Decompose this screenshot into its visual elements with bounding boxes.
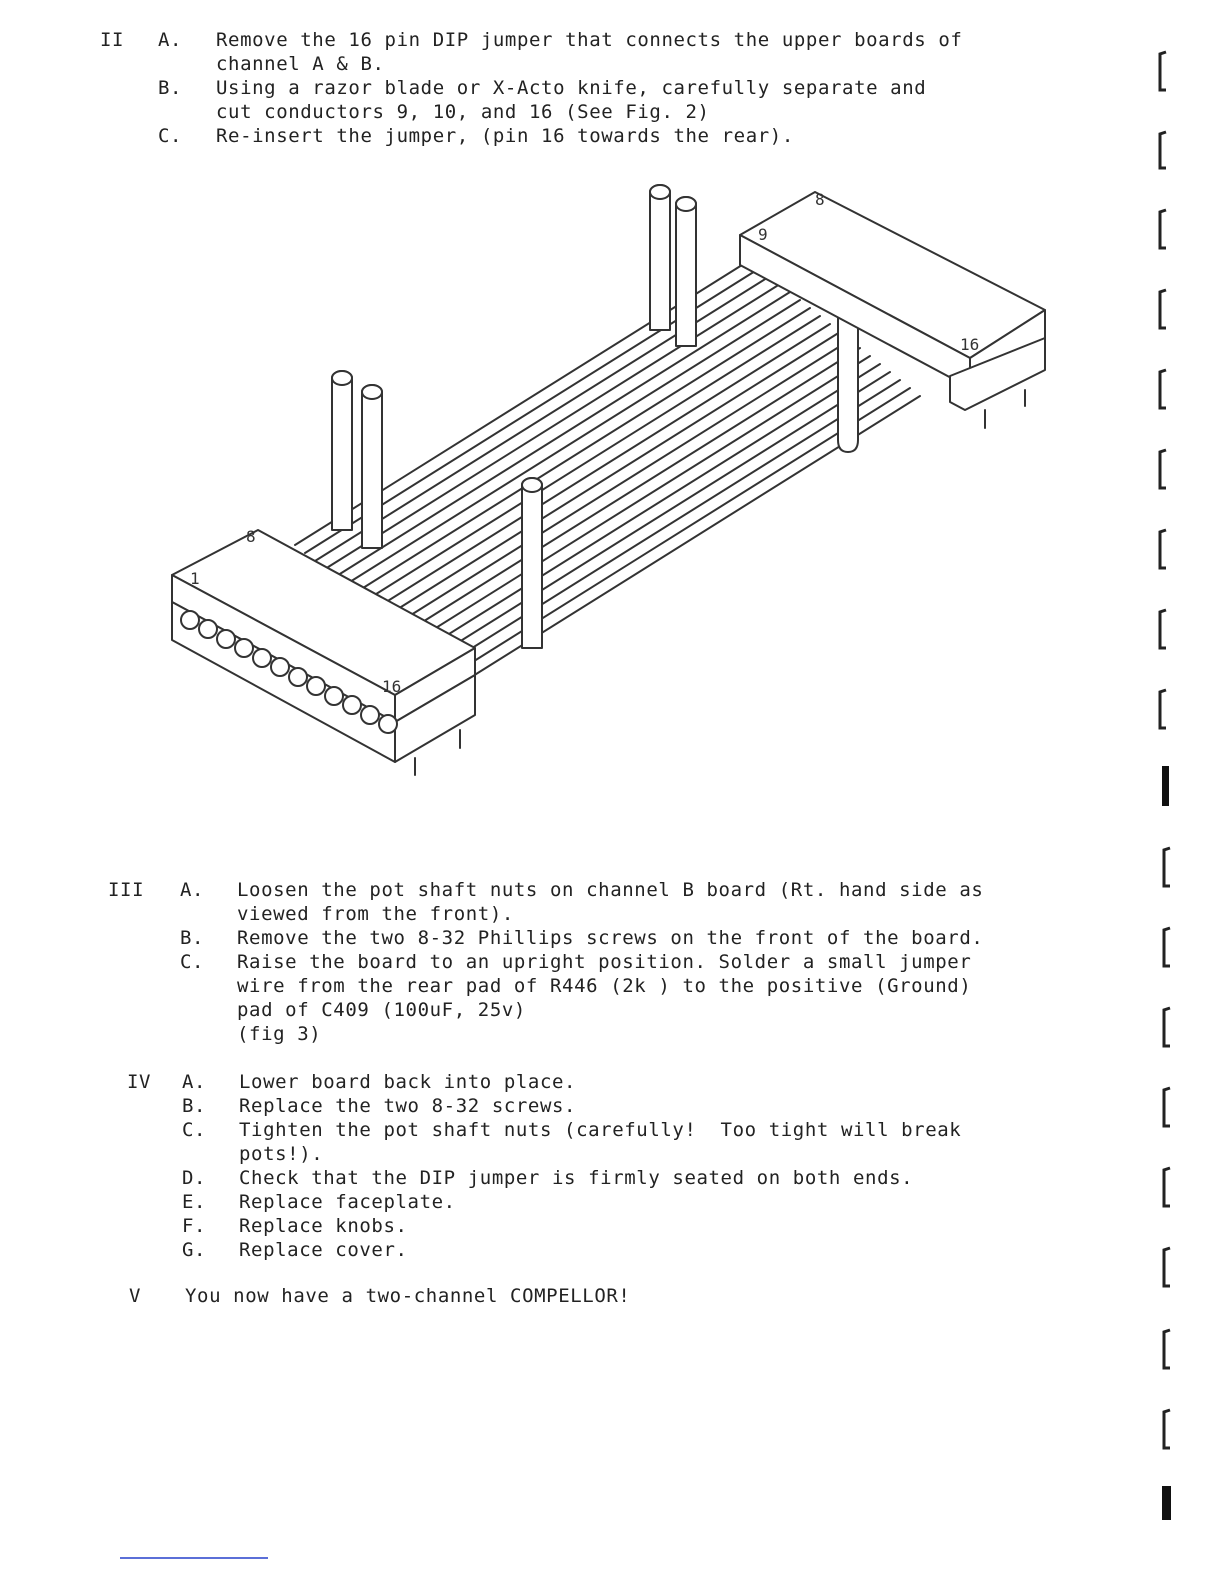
item-letter: C. [180,951,205,973]
item-letter: C. [158,125,183,147]
item-text: Tighten the pot shaft nuts (carefully! Too tight will break [239,1119,962,1141]
item-text: Replace cover. [239,1239,408,1261]
item-text: Replace the two 8-32 screws. [239,1095,577,1117]
item-text: Loosen the pot shaft nuts on channel B board (Rt. hand side as [237,879,984,901]
item-text: cut conductors 9, 10, and 16 (See Fig. 2) [216,101,710,123]
item-letter: B. [180,927,205,949]
item-letter: C. [182,1119,207,1141]
item-text: Check that the DIP jumper is firmly seated on both ends. [239,1167,914,1189]
item-letter: D. [182,1167,207,1189]
front-connector [172,530,475,775]
pin-label-left: 1 [190,569,200,588]
item-letter: A. [180,879,205,901]
pin-label-rear-16: 16 [960,335,980,354]
closing-text: You now have a two-channel COMPELLOR! [185,1285,631,1307]
item-letter: B. [182,1095,207,1117]
section-number: II [100,29,125,51]
item-letter: E. [182,1191,207,1213]
item-text: (fig 3) [237,1023,322,1045]
item-letter: A. [158,29,183,51]
item-text: Re-insert the jumper, (pin 16 towards the rear). [216,125,794,147]
section-number: III [108,879,145,901]
item-text: Raise the board to an upright position. Solder a small jumper [237,951,972,973]
item-letter: F. [182,1215,207,1237]
section-iii [108,878,1138,1046]
item-text: Using a razor blade or X-Acto knife, carefully separate and [216,77,927,99]
item-text: pots!). [239,1143,324,1165]
item-text: viewed from the front). [237,903,514,925]
item-text: wire from the rear pad of R446 (2k ) to the positive (Ground) [237,975,972,997]
pin-label-rear-left: 9 [758,225,768,244]
item-letter: A. [182,1071,207,1093]
section-number: IV [127,1071,152,1093]
item-text: Replace faceplate. [239,1191,456,1213]
item-text: Lower board back into place. [239,1071,577,1093]
section-v [129,1284,1029,1308]
binder-punch-marks [1148,40,1188,1520]
section-ii [100,28,1120,148]
item-text: pad of C409 (100uF, 25v) [237,999,526,1021]
item-text: Remove the 16 pin DIP jumper that connects the upper boards of [216,29,963,51]
item-text: Remove the two 8-32 Phillips screws on the front of the board. [237,927,984,949]
pin-label-left-far: 8 [246,527,256,546]
footer-rule [120,1557,268,1559]
section-number: V [129,1285,142,1307]
pin-label-front: 16 [382,677,402,696]
pin-label-rear-far: 8 [815,190,825,209]
item-text: channel A & B. [216,53,385,75]
section-iv [127,1070,1137,1262]
item-text: Replace knobs. [239,1215,408,1237]
item-letter: G. [182,1239,207,1261]
item-letter: B. [158,77,183,99]
dip-jumper-illustration [150,170,1050,790]
